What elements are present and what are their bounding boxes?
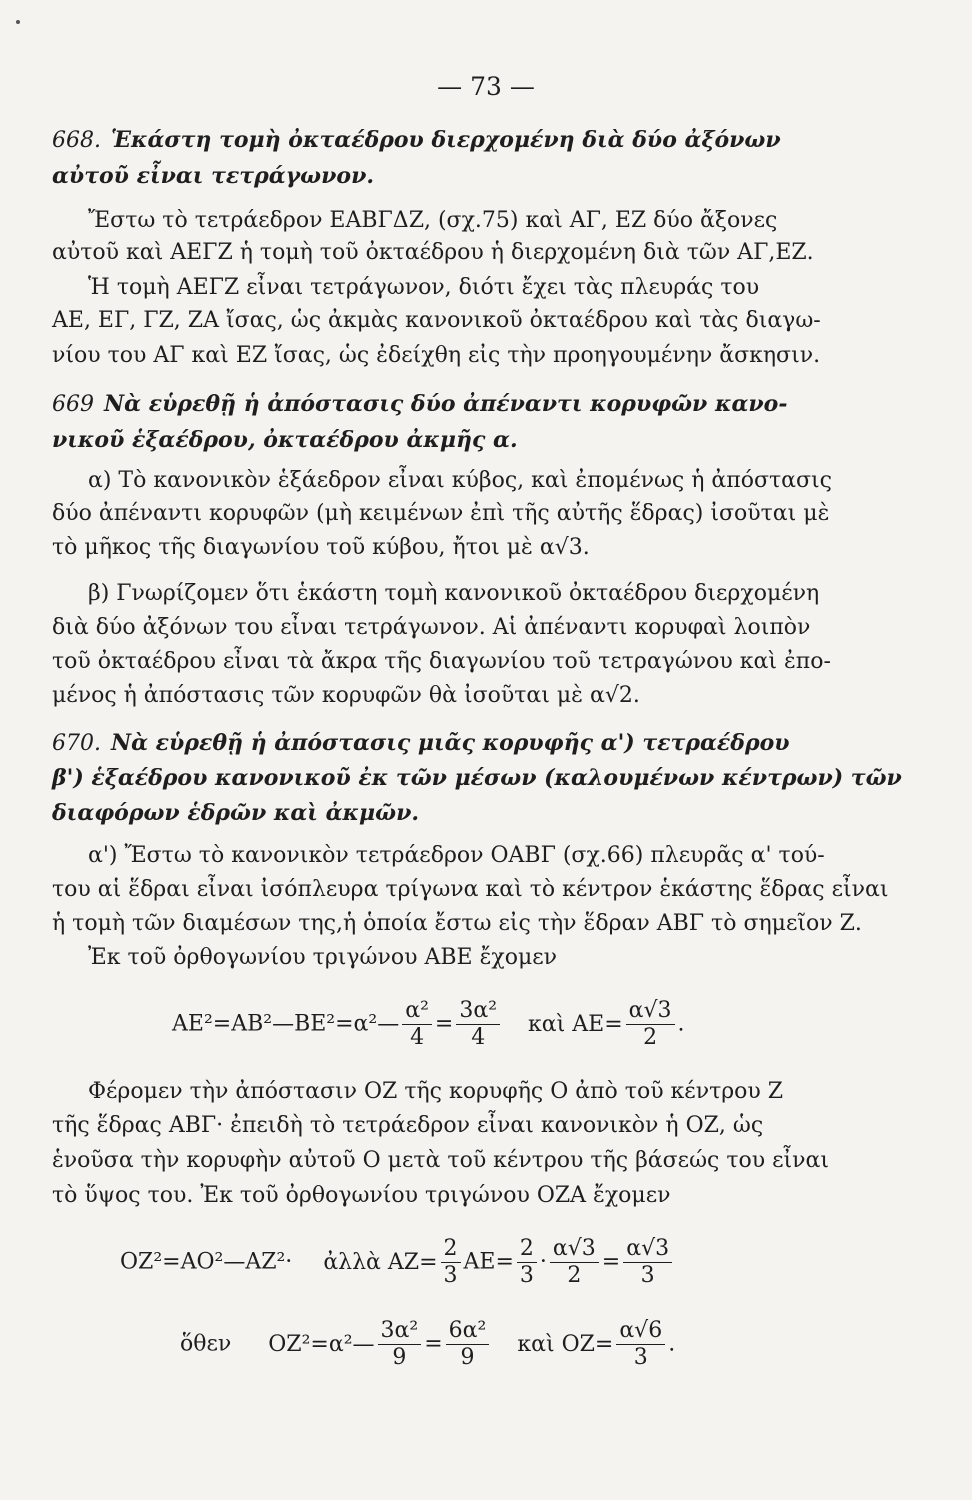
text-line: Ἡ τομὴ ΑΕΓΖ εἶναι τετράγωνον, διότι ἔχει τὰς πλευράς του (88, 275, 760, 300)
text-line: τοῦ ὀκταέδρου εἶναι τὰ ἄκρα τῆς διαγωνίου τοῦ τετραγώνου καὶ ἐπο- (52, 649, 831, 674)
problem-669-number: 669 (52, 392, 94, 417)
equation-oz-result: ὅθεν ΟΖ²=α²— $\frac{\text{3α²}}{9}$ = $\frac{\text{6α²}}{9}$ καὶ ΟΖ= $\frac{\alpha√6}{3}$ . (180, 1318, 676, 1370)
fraction: $\frac{2}{3}$ (441, 1236, 461, 1289)
problem-669-title-line-1: 669 Νὰ εὑρεθῇ ἡ ἀπόστασις δύο ἀπέναντι κορυφῶν κανο- (52, 391, 788, 417)
fraction: $\frac{\text{α²}}{4}$ (402, 998, 432, 1051)
text-line: α) Τὸ κανονικὸν ἑξάεδρον εἶναι κύβος, καὶ ἐπομένως ἡ ἀπόστασις (88, 468, 832, 493)
problem-670-title-line-1: 670. Νὰ εὑρεθῇ ἡ ἀπόστασις μιᾶς κορυφῆς α') τετραέδρου (52, 730, 790, 756)
text-line: νίου του ΑΓ καὶ ΕΖ ἴσας, ὡς ἐδείχθη εἰς τὴν προηγουμένην ἄσκησιν. (52, 343, 821, 368)
fraction: $\frac{2}{3}$ (517, 1236, 537, 1289)
text-line: ἑνοῦσα τὴν κορυφὴν αὐτοῦ Ο μετὰ τοῦ κέντρου τῆς βάσεώς του εἶναι (52, 1148, 829, 1173)
problem-668-title-line-1: 668. Ἑκάστη τομὴ ὀκταέδρου διερχομένη διὰ δύο ἀξόνων (52, 127, 781, 153)
fraction: $\frac{\alpha√6}{3}$ (616, 1318, 665, 1371)
text-line: Ἐκ τοῦ ὀρθογωνίου τριγώνου ΑΒΕ ἔχομεν (88, 945, 558, 970)
page-number: — 73 — (437, 72, 535, 101)
problem-668-title-line-2: αὐτοῦ εἶναι τετράγωνον. (52, 163, 374, 189)
fraction: $\frac{\text{6α²}}{9}$ (446, 1318, 490, 1371)
text-line: Φέρομεν τὴν ἀπόστασιν ΟΖ τῆς κορυφῆς Ο ἀπὸ τοῦ κέντρου Ζ (88, 1079, 784, 1104)
fraction: $\frac{\text{3α²}}{4}$ (456, 998, 500, 1051)
problem-669-title-line-2: νικοῦ ἑξαέδρου, ὀκταέδρου ἀκμῆς α. (52, 427, 518, 453)
fraction: $\frac{\alpha√3}{3}$ (623, 1236, 672, 1289)
text-line: τῆς ἕδρας ΑΒΓ· ἐπειδὴ τὸ τετράεδρον εἶναι κανονικὸν ἡ ΟΖ, ὡς (52, 1113, 764, 1138)
problem-670-number: 670. (52, 731, 101, 756)
problem-668-number: 668. (52, 128, 101, 153)
text-line: α') Ἔστω τὸ κανονικὸν τετράεδρον ΟΑΒΓ (σχ.66) πλευρᾶς α' τού- (88, 843, 825, 868)
text-line: β) Γνωρίζομεν ὅτι ἑκάστη τομὴ κανονικοῦ ὀκταέδρου διερχομένη (88, 581, 820, 606)
text-line: τὸ μῆκος τῆς διαγωνίου τοῦ κύβου, ἤτοι μὲ α√3. (52, 535, 590, 560)
fraction: $\frac{\alpha√3}{2}$ (550, 1236, 599, 1289)
text-line: ἡ τομὴ τῶν διαμέσων της,ἡ ὁποία ἔστω εἰς τὴν ἕδραν ΑΒΓ τὸ σημεῖον Ζ. (52, 911, 862, 936)
text-line: ΑΕ, ΕΓ, ΓΖ, ΖΑ ἴσας, ὡς ἀκμὰς κανονικοῦ ὀκταέδρου καὶ τὰς διαγω- (52, 308, 821, 333)
fraction: $\frac{\text{3α²}}{9}$ (378, 1318, 422, 1371)
text-line: τὸ ὕψος του. Ἐκ τοῦ ὀρθογωνίου τριγώνου ΟΖΑ ἔχομεν (52, 1183, 671, 1208)
problem-670-title-line-3: διαφόρων ἑδρῶν καὶ ἀκμῶν. (52, 800, 419, 826)
text-line: μένος ἡ ἀπόστασις τῶν κορυφῶν θὰ ἰσοῦται μὲ α√2. (52, 683, 640, 708)
fraction: $\frac{\alpha√3}{2}$ (626, 998, 675, 1051)
problem-670-title-line-2: β') ἑξαέδρου κανονικοῦ ἐκ τῶν μέσων (καλουμένων κέντρων) τῶν (52, 765, 902, 791)
text-line: του αἱ ἕδραι εἶναι ἰσόπλευρα τρίγωνα καὶ τὸ κέντρον ἑκάστης ἕδρας εἶναι (52, 877, 889, 902)
text-line: δύο ἀπέναντι κορυφῶν (μὴ κειμένων ἐπὶ τῆς αὐτῆς ἕδρας) ἰσοῦται μὲ (52, 501, 830, 526)
text-line: διὰ δύο ἀξόνων του εἶναι τετράγωνον. Αἱ ἀπέναντι κορυφαὶ λοιπὸν (52, 615, 811, 640)
text-line: Ἔστω τὸ τετράεδρον ΕΑΒΓΔΖ, (σχ.75) καὶ ΑΓ, ΕΖ δύο ἄξονες (88, 208, 778, 233)
equation-ae: ΑΕ²=ΑΒ²—ΒΕ²=α²— $\frac{\text{α²}}{4}$ = $\frac{\text{3α²}}{4}$ καὶ ΑΕ= $\frac{\alpha√3}{2}$ . (172, 998, 685, 1050)
text-line: αὐτοῦ καὶ ΑΕΓΖ ἡ τομὴ τοῦ ὀκταέδρου ἡ διερχομένη διὰ τῶν ΑΓ,ΕΖ. (52, 240, 814, 265)
equation-oz-squared: ΟΖ²=ΑΟ²—ΑΖ²· ἀλλὰ ΑΖ= $\frac{2}{3}$ ΑΕ= $\frac{2}{3}$ · $\frac{\alpha√3}{2}$ = $\frac{\alpha√3}{3}$ (120, 1236, 675, 1289)
scan-speck (16, 20, 20, 24)
